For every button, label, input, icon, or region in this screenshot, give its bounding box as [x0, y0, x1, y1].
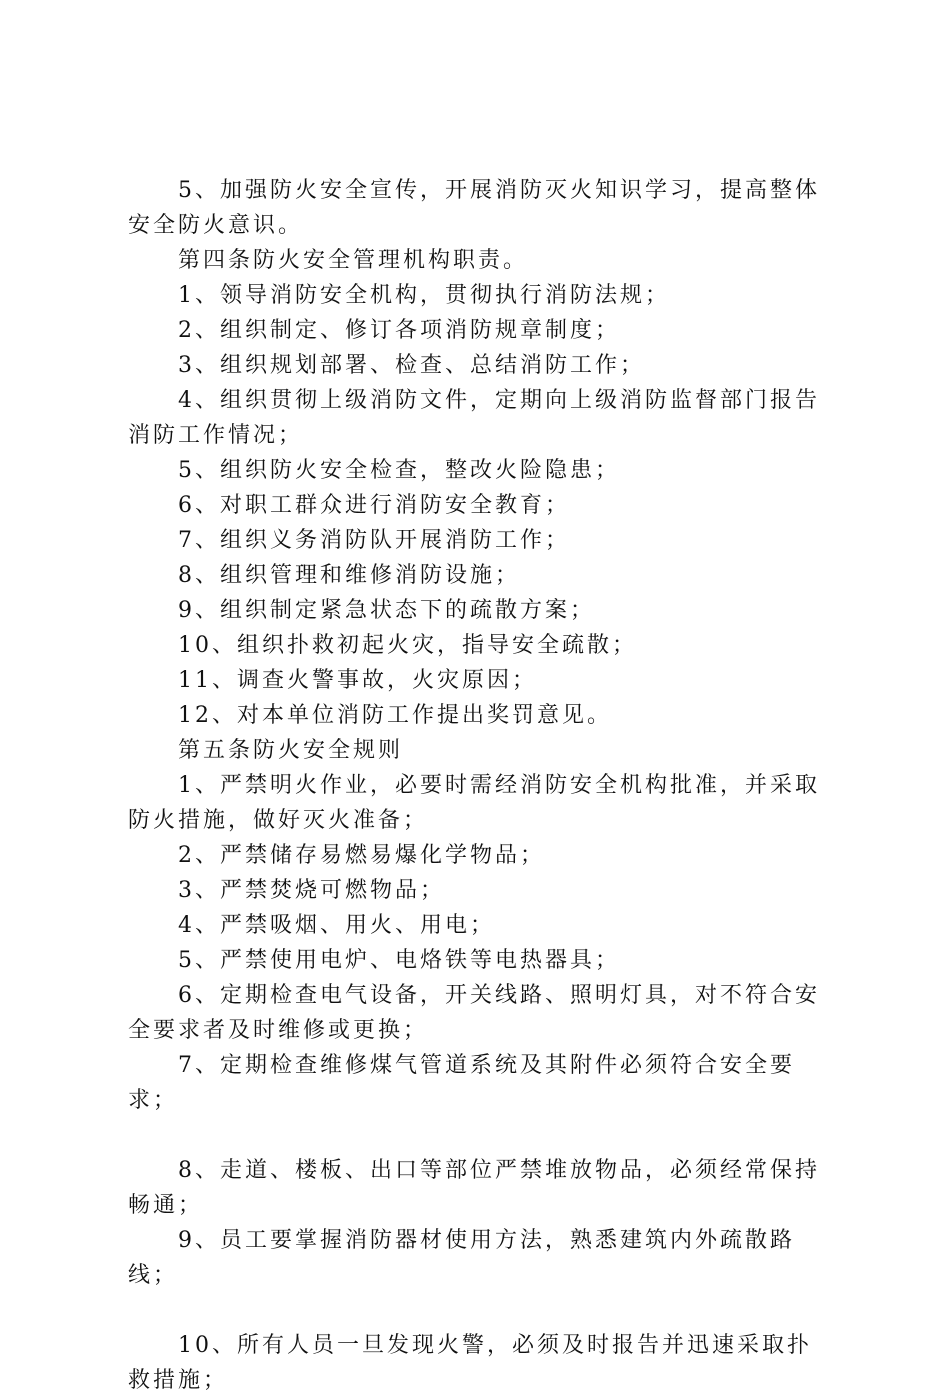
paragraph: 9、组织制定紧急状态下的疏散方案； [178, 598, 595, 623]
section-heading: 第五条防火安全规则 [178, 738, 404, 763]
paragraph: 6、对职工群众进行消防安全教育； [178, 493, 570, 518]
paragraph: 7、定期检查维修煤气管道系统及其附件必须符合安全要求； [128, 1053, 795, 1113]
paragraph: 5、严禁使用电炉、电烙铁等电热器具； [178, 948, 620, 973]
paragraph: 8、走道、楼板、出口等部位严禁堆放物品，必须经常保持畅通； [128, 1158, 820, 1218]
paragraph: 2、组织制定、修订各项消防规章制度； [178, 318, 620, 343]
paragraph: 3、严禁焚烧可燃物品； [178, 878, 445, 903]
paragraph: 5、组织防火安全检查，整改火险隐患； [178, 458, 620, 483]
paragraph: 4、组织贯彻上级消防文件，定期向上级消防监督部门报告消防工作情况； [128, 388, 820, 448]
paragraph: 2、严禁储存易燃易爆化学物品； [178, 843, 545, 868]
paragraph: 9、员工要掌握消防器材使用方法，熟悉建筑内外疏散路线； [128, 1228, 795, 1288]
document-body [128, 173, 828, 1398]
paragraph: 10、组织扑救初起火灾，指导安全疏散； [178, 633, 637, 658]
blank-line [128, 1118, 828, 1153]
paragraph: 3、组织规划部署、检查、总结消防工作； [178, 353, 645, 378]
paragraph: 6、定期检查电气设备，开关线路、照明灯具，对不符合安全要求者及时维修或更换； [128, 983, 820, 1043]
blank-line [128, 1293, 828, 1328]
paragraph: 7、组织义务消防队开展消防工作； [178, 528, 570, 553]
section-heading: 第四条防火安全管理机构职责。 [178, 248, 529, 273]
paragraph: 1、领导消防安全机构，贯彻执行消防法规； [178, 283, 670, 308]
paragraph: 10、所有人员一旦发现火警，必须及时报告并迅速采取扑救措施； [128, 1333, 812, 1393]
paragraph: 5、加强防火安全宣传，开展消防灭火知识学习，提高整体安全防火意识。 [128, 178, 820, 238]
paragraph: 8、组织管理和维修消防设施； [178, 563, 520, 588]
paragraph: 12、对本单位消防工作提出奖罚意见。 [178, 703, 612, 728]
paragraph: 11、调查火警事故，火灾原因； [178, 668, 537, 693]
paragraph: 4、严禁吸烟、用火、用电； [178, 913, 495, 938]
paragraph: 1、严禁明火作业，必要时需经消防安全机构批准，并采取防火措施，做好灭火准备； [128, 773, 820, 833]
